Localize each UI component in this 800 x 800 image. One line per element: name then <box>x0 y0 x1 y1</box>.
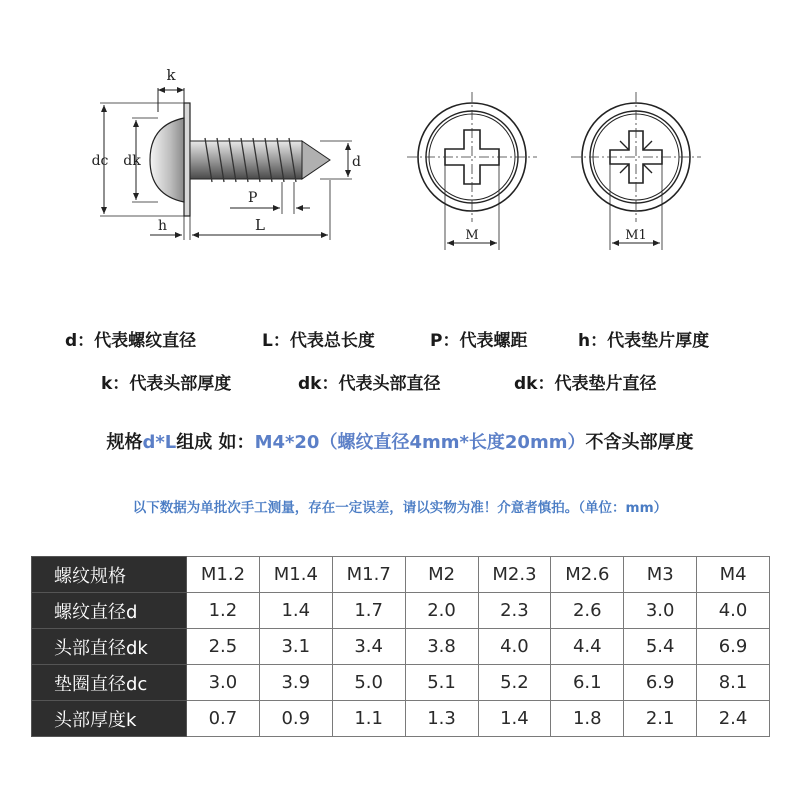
table-cell: 5.1 <box>405 665 478 701</box>
table-cell: 3.0 <box>624 593 697 629</box>
legend-item-d: d：代表螺纹直径 <box>65 331 197 351</box>
table-cell: M2 <box>405 557 478 593</box>
table-cell: M1.7 <box>332 557 405 593</box>
table-row <box>32 701 770 737</box>
table-cell: 2.3 <box>478 593 551 629</box>
table-row <box>32 593 770 629</box>
screw-side-view <box>150 103 330 216</box>
legend-item-P: P：代表螺距 <box>430 331 528 351</box>
pozidriv-head-front-view <box>571 92 701 250</box>
table-cell: 3.0 <box>187 665 260 701</box>
label-k: k <box>166 66 176 84</box>
table-cell: 2.1 <box>624 701 697 737</box>
table-cell: 3.4 <box>332 629 405 665</box>
table-cell: 1.4 <box>478 701 551 737</box>
label-dk: dk <box>123 153 141 169</box>
table-cell: 3.1 <box>259 629 332 665</box>
table-cell: 4.0 <box>478 629 551 665</box>
table-row <box>32 629 770 665</box>
table-cell: 1.8 <box>551 701 624 737</box>
label-P: P <box>248 190 258 206</box>
row-header: 头部直径dk <box>32 629 187 665</box>
table-row <box>32 665 770 701</box>
phillips-head-front-view <box>407 92 537 250</box>
table-cell: 4.0 <box>697 593 770 629</box>
row-header: 螺纹规格 <box>32 557 187 593</box>
screw-dimension-diagram <box>0 0 800 300</box>
legend-item-L: L：代表总长度 <box>262 331 375 351</box>
table-cell: 6.1 <box>551 665 624 701</box>
row-header: 垫圈直径dc <box>32 665 187 701</box>
table-cell: 5.2 <box>478 665 551 701</box>
label-M1: M1 <box>625 228 647 243</box>
table-cell: 2.5 <box>187 629 260 665</box>
label-dc: dc <box>91 153 109 169</box>
legend-item-dk-washer: dk：代表垫片直径 <box>514 374 657 394</box>
legend-row-2 <box>0 369 800 399</box>
table-cell: 5.4 <box>624 629 697 665</box>
row-header: 头部厚度k <box>32 701 187 737</box>
legend-item-dk-head: dk：代表头部直径 <box>298 374 441 394</box>
row-header: 螺纹直径d <box>32 593 187 629</box>
table-cell: 6.9 <box>624 665 697 701</box>
label-L: L <box>255 216 265 234</box>
table-cell: 1.2 <box>187 593 260 629</box>
label-M: M <box>465 228 479 243</box>
table-cell: 1.4 <box>259 593 332 629</box>
table-cell: 1.3 <box>405 701 478 737</box>
table-cell: 5.0 <box>332 665 405 701</box>
table-cell: 2.6 <box>551 593 624 629</box>
table-cell: 0.9 <box>259 701 332 737</box>
table-cell: 1.1 <box>332 701 405 737</box>
table-cell: 3.9 <box>259 665 332 701</box>
legend-item-h: h：代表垫片厚度 <box>578 331 710 351</box>
legend-item-k: k：代表头部厚度 <box>101 374 232 394</box>
spec-description: 规格d*L组成 如：M4*20（螺纹直径4mm*长度20mm）不含头部厚度 <box>106 432 694 453</box>
table-cell: M1.4 <box>259 557 332 593</box>
table-cell: M2.3 <box>478 557 551 593</box>
label-h: h <box>158 218 168 234</box>
table-cell: 2.4 <box>697 701 770 737</box>
table-cell: 2.0 <box>405 593 478 629</box>
table-cell: 6.9 <box>697 629 770 665</box>
table-row <box>32 557 770 593</box>
table-cell: M1.2 <box>187 557 260 593</box>
table-cell: 1.7 <box>332 593 405 629</box>
table-cell: M4 <box>697 557 770 593</box>
table-cell: 0.7 <box>187 701 260 737</box>
table-cell: 8.1 <box>697 665 770 701</box>
table-cell: M3 <box>624 557 697 593</box>
table-cell: 4.4 <box>551 629 624 665</box>
label-d: d <box>352 154 361 170</box>
table-cell: M2.6 <box>551 557 624 593</box>
table-cell: 3.8 <box>405 629 478 665</box>
measurement-notice: 以下数据为单批次手工测量，存在一定误差，请以实物为准！介意者慎拍。（单位：mm） <box>132 500 668 516</box>
legend-row-1 <box>0 326 800 356</box>
spec-table <box>31 556 770 737</box>
